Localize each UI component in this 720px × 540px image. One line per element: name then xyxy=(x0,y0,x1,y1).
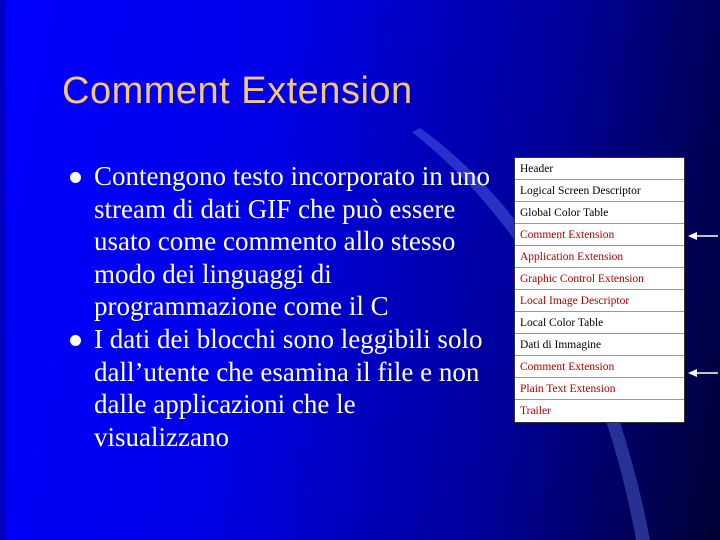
bullet-list xyxy=(70,160,490,453)
gif-block-row: Header xyxy=(515,158,684,180)
gif-block-row: Comment Extension xyxy=(515,224,684,246)
slide-title: Comment Extension xyxy=(62,70,413,112)
bullet-icon xyxy=(70,335,81,346)
gif-block-row: Local Image Descriptor xyxy=(515,290,684,312)
gif-block-row: Comment Extension xyxy=(515,356,684,378)
gif-block-row: Application Extension xyxy=(515,246,684,268)
arrow-left-icon xyxy=(688,228,718,244)
gif-structure-table xyxy=(514,157,685,423)
bullet-text: Contengono testo incorporato in uno stream di dati GIF che può essere usato come commento allo stesso modo dei linguaggi di programmazione come il C xyxy=(94,161,490,322)
bullet-text: I dati dei blocchi sono leggibili solo dall’utente che esamina il file e non dalle applicazioni che le visualizzano xyxy=(94,323,483,452)
gif-block-row: Logical Screen Descriptor xyxy=(515,180,684,202)
gif-block-row: Trailer xyxy=(520,405,551,417)
gif-block-row: Global Color Table xyxy=(515,202,684,224)
bullet-icon xyxy=(70,172,81,183)
bullet-item xyxy=(70,323,490,453)
gif-block-row: Local Color Table xyxy=(515,312,684,334)
arrow-left-icon xyxy=(688,365,718,381)
bullet-item xyxy=(70,160,490,323)
gif-block-row: Plain Text Extension xyxy=(515,378,684,400)
gif-block-row: Graphic Control Extension xyxy=(515,268,684,290)
gif-block-row: Dati di Immagine xyxy=(515,334,684,356)
